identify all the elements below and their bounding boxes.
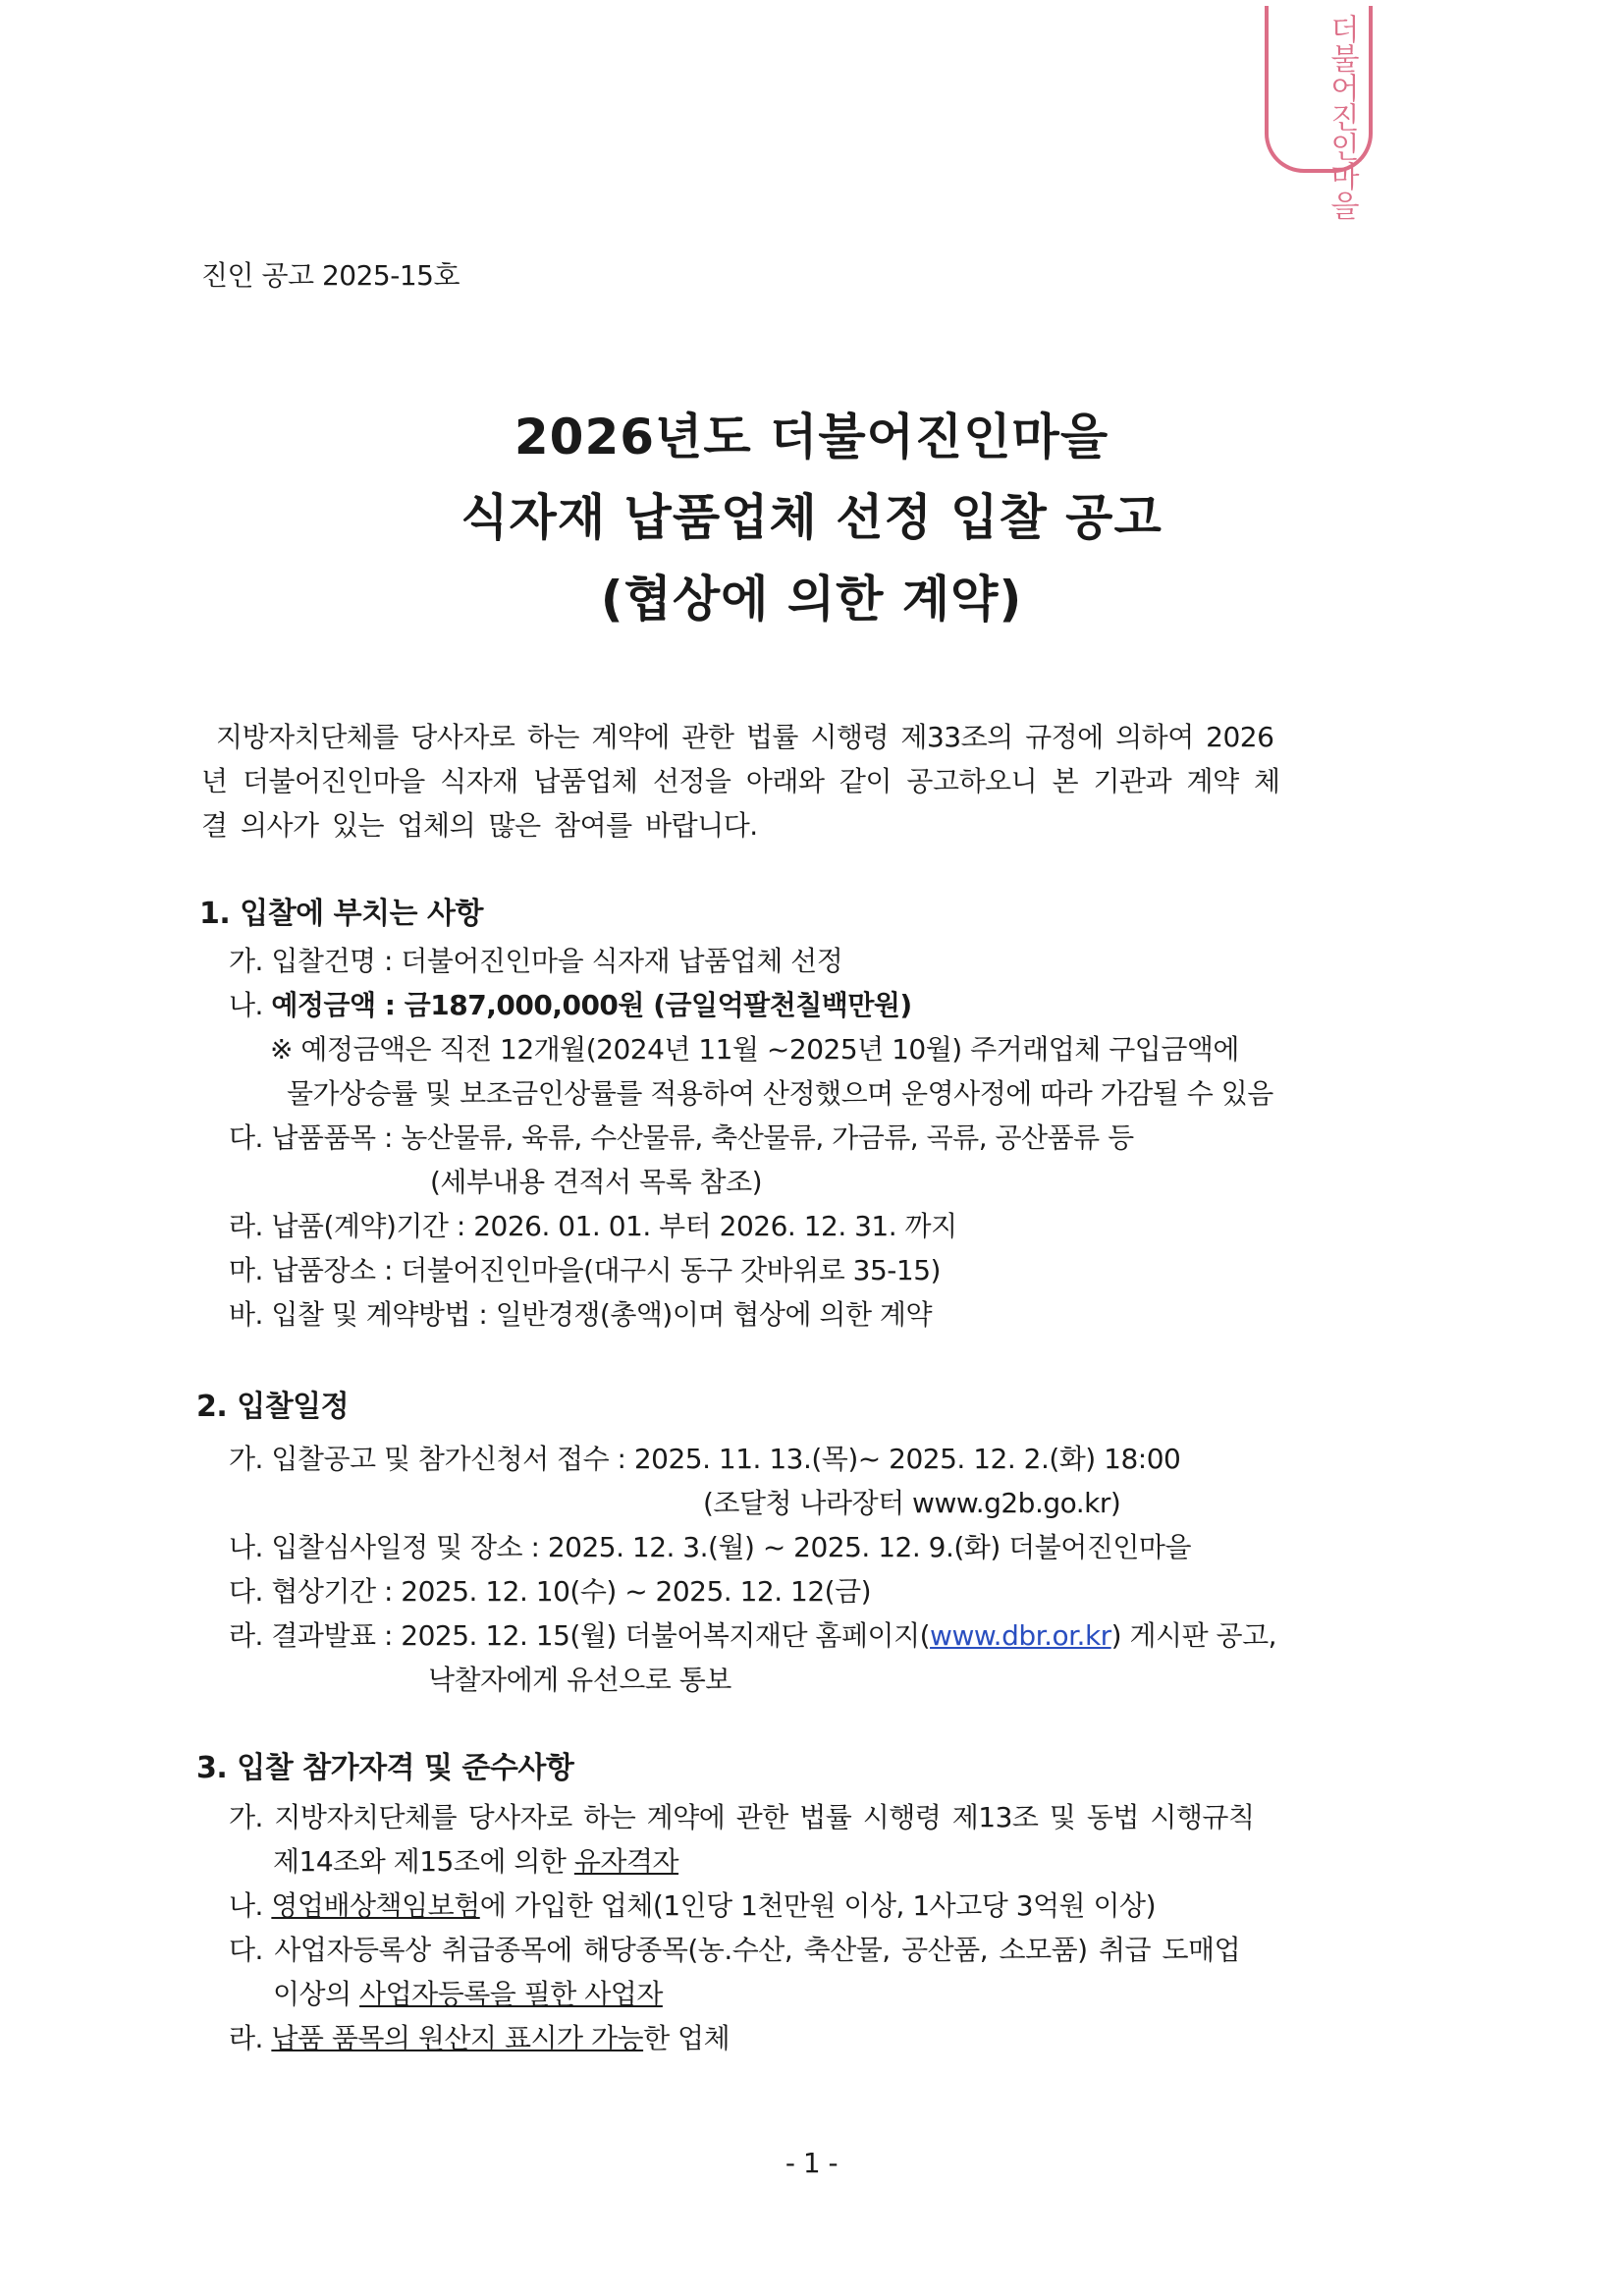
s3-item-d: [229, 2016, 730, 2060]
s1-note-line-1: ※ 예정금액은 직전 12개월(2024년 11월 ~2025년 10월) 주거래업체 구입금액에: [270, 1033, 1239, 1066]
s3-a2-prefix: 제14조와 제15조에 의한: [273, 1845, 574, 1878]
s1-item-b: [229, 983, 912, 1027]
s1-item-d: 라. 납품(계약)기간 : 2026. 01. 01. 부터 2026. 12. 31. 까지: [229, 1210, 957, 1242]
s3-item-b: [229, 1884, 1156, 1928]
intro-line-2: 년 더불어진인마을 식자재 납품업체 선정을 아래와 같이 공고하오니 본 기관과 계약 체: [201, 765, 1280, 797]
document-number: 진인 공고 2025-15호: [201, 259, 460, 292]
title-line-2: 식자재 납품업체 선정 입찰 공고: [460, 489, 1163, 546]
s1-item-b-prefix: 나.: [229, 989, 272, 1021]
s1-note-line-2: 물가상승률 및 보조금인상률를 적용하여 산정했으며 운영사정에 따라 가감될 수 있음: [287, 1077, 1273, 1110]
s2-item-b: 나. 입찰심사일정 및 장소 : 2025. 12. 3.(월) ~ 2025. 12. 9.(화) 더불어진인마을: [229, 1531, 1192, 1563]
s3-item-c: 다. 사업자등록상 취급종목에 해당종목(농.수산, 축산물, 공산품, 소모품) 취급 도매업: [229, 1934, 1241, 1966]
s2-item-a: 가. 입찰공고 및 참가신청서 접수 : 2025. 11. 13.(목)~ 2025. 12. 2.(화) 18:00: [229, 1443, 1181, 1475]
website-link[interactable]: www.dbr.or.kr: [930, 1619, 1111, 1652]
insurance-underline: 영업배상책임보험: [271, 1889, 480, 1922]
s3-d-prefix: 라.: [229, 2022, 272, 2054]
s3-c2-prefix: 이상의: [273, 1978, 360, 2010]
s1-item-f: 바. 입찰 및 계약방법 : 일반경쟁(총액)이며 협상에 의한 계약: [229, 1298, 932, 1331]
s3-b-suffix: 에 가입한 업체(1인당 1천만원 이상, 1사고당 3억원 이상): [479, 1889, 1157, 1922]
s1-item-a: 가. 입찰건명 : 더불어진인마을 식자재 납품업체 선정: [229, 945, 843, 977]
s2-item-a-detail: (조달청 나라장터 www.g2b.go.kr): [703, 1487, 1121, 1519]
registration-underline: 사업자등록을 필한 사업자: [359, 1978, 663, 2010]
s3-item-a-line-2: [273, 1839, 678, 1884]
s1-item-c: 다. 납품품목 : 농산물류, 육류, 수산물류, 축산물류, 가금류, 곡류, 공산품류 등: [229, 1121, 1134, 1154]
s2-item-d: [229, 1613, 1276, 1658]
origin-underline: 납품 품목의 원산지 표시가 가능: [271, 2022, 644, 2054]
s3-d-suffix: 한 업체: [643, 2022, 730, 2054]
s3-item-c-line-2: [273, 1972, 663, 2016]
intro-line-1: 지방자치단체를 당사자로 하는 계약에 관한 법률 시행령 제33조의 규정에 의하여 2026: [216, 721, 1274, 753]
page-number: - 1 -: [784, 2147, 839, 2179]
intro-line-3: 결 의사가 있는 업체의 많은 참여를 바랍니다.: [201, 809, 758, 842]
s3-item-a: 가. 지방자치단체를 당사자로 하는 계약에 관한 법률 시행령 제13조 및 동법 시행규칙: [229, 1801, 1255, 1833]
s2-item-d-suffix: ) 게시판 공고,: [1110, 1619, 1277, 1652]
official-seal-stamp: 더불어진인마을: [1265, 6, 1373, 173]
section-1-heading: 1. 입찰에 부치는 사항: [199, 897, 483, 931]
estimated-amount: 예정금액 : 금187,000,000원 (금일억팔천칠백만원): [271, 989, 912, 1021]
s2-item-d-prefix: 라. 결과발표 : 2025. 12. 15(월) 더불어복지재단 홈페이지(: [229, 1619, 931, 1652]
s1-item-e: 마. 납품장소 : 더불어진인마을(대구시 동구 갓바위로 35-15): [229, 1254, 941, 1286]
qualified-underline: 유자격자: [573, 1845, 679, 1878]
section-2-heading: 2. 입찰일정: [196, 1390, 350, 1424]
title-line-3: (협상에 의한 계약): [600, 571, 1023, 628]
title-line-1: 2026년도 더불어진인마을: [514, 409, 1109, 465]
s1-item-c-detail: (세부내용 견적서 목록 참조): [430, 1166, 763, 1198]
s3-b-prefix: 나.: [229, 1889, 272, 1922]
s2-item-d-detail: 낙찰자에게 유선으로 통보: [428, 1664, 731, 1696]
s2-item-c: 다. 협상기간 : 2025. 12. 10(수) ~ 2025. 12. 12(금): [229, 1575, 872, 1608]
section-3-heading: 3. 입찰 참가자격 및 준수사항: [196, 1751, 574, 1785]
